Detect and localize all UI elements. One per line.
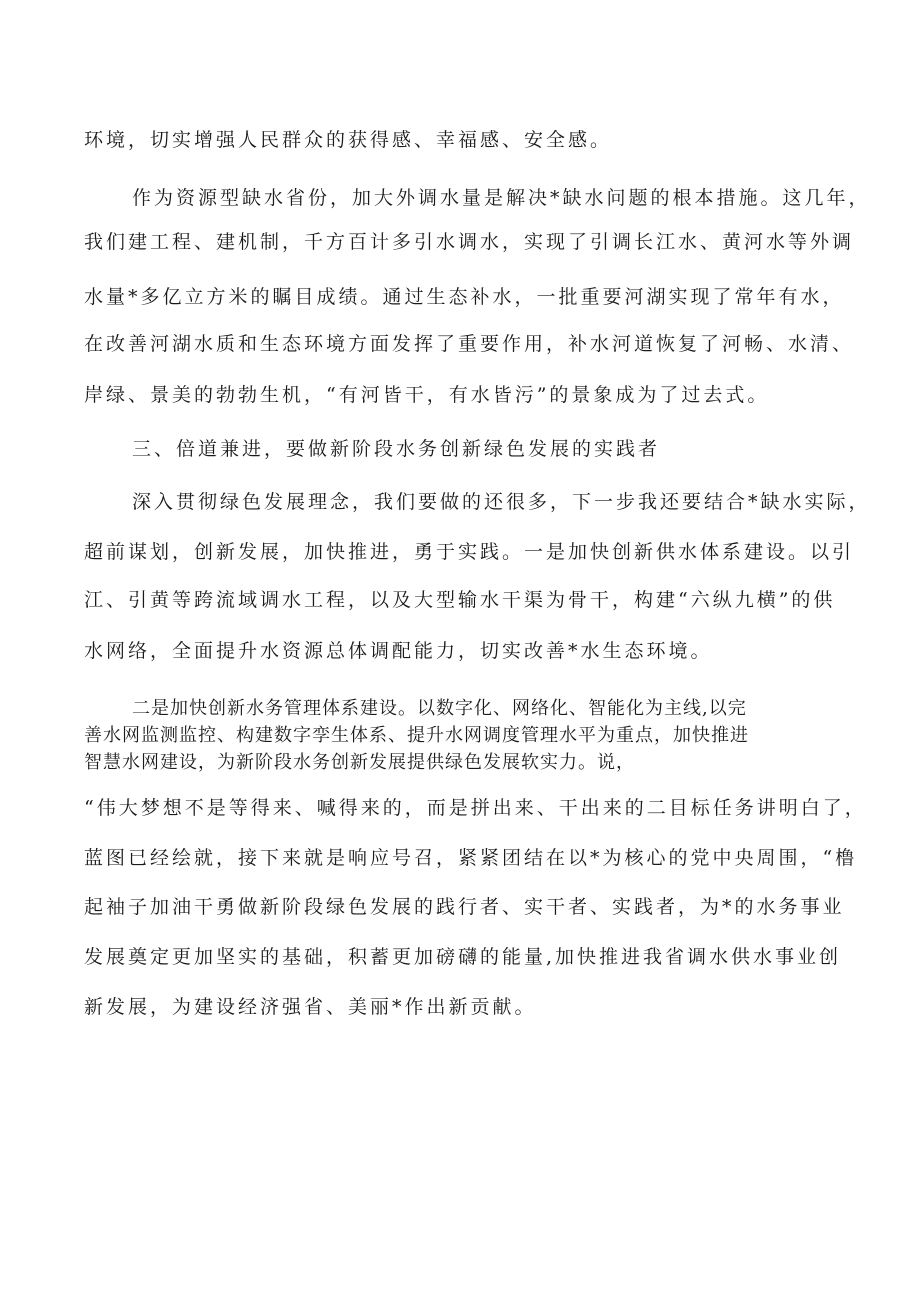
paragraph-5-line-1: “伟大梦想不是等得来、喊得来的，而是拼出来、干出来的二目标任务讲明白了， [84, 797, 867, 819]
paragraph-2-line-1: 作为资源型缺水省份，加大外调水量是解决*缺水问题的根本措施。这几年， [132, 187, 871, 209]
section-heading-3: 三、倍道兼进，要做新阶段水务创新绿色发展的实践者 [132, 438, 661, 460]
paragraph-2-line-5: 岸绿、景美的勃勃生机，“有河皆干，有水皆污”的景象成为了过去式。 [84, 384, 770, 406]
paragraph-4-line-2: 善水网监测监控、构建数字孪生体系、提升水网调度管理水平为重点，加快推进 [84, 725, 749, 746]
paragraph-3-line-3: 江、引黄等跨流域调水工程，以及大型输水干渠为骨干，构建“六纵九横”的供 [84, 589, 836, 611]
paragraph-4-line-3: 智慧水网建设，为新阶段水务创新发展提供绿色发展软实力。说， [84, 752, 635, 773]
paragraph-3-line-2: 超前谋划，创新发展，加快推进，勇于实践。一是加快创新供水体系建设。以引 [84, 541, 855, 563]
paragraph-1-line-1: 环境，切实增强人民群众的获得感、幸福感、安全感。 [84, 129, 613, 151]
paragraph-2-line-4: 在改善河湖水质和生态环境方面发挥了重要作用，补水河道恢复了河畅、水清、 [84, 333, 855, 355]
paragraph-3-line-1: 深入贯彻绿色发展理念，我们要做的还很多，下一步我还要结合*缺水实际， [132, 491, 871, 513]
paragraph-5-line-2: 蓝图已经绘就，接下来就是响应号召，紧紧团结在以*为核心的党中央周围，“橹 [84, 847, 858, 869]
paragraph-5-line-3: 起袖子加油干勇做新阶段绿色发展的践行者、实干者、实践者，为*的水务事业 [84, 896, 845, 918]
paragraph-2-line-3: 水量*多亿立方米的瞩目成绩。通过生态补水，一批重要河湖实现了常年有水， [84, 286, 845, 308]
paragraph-5-line-5: 新发展，为建设经济强省、美丽*作出新贡献。 [84, 996, 537, 1018]
paragraph-3-line-4: 水网络，全面提升水资源总体调配能力，切实改善*水生态环境。 [84, 640, 713, 662]
paragraph-5-line-4: 发展奠定更加坚实的基础，积蓄更加磅礴的能量,加快推进我省调水供水事业创 [84, 946, 842, 968]
paragraph-2-line-2: 我们建工程、建机制，千方百计多引水调水，实现了引调长江水、黄河水等外调 [84, 231, 855, 253]
paragraph-4-line-1: 二是加快创新水务管理体系建设。以数字化、网络化、智能化为主线,以完 [132, 698, 747, 719]
